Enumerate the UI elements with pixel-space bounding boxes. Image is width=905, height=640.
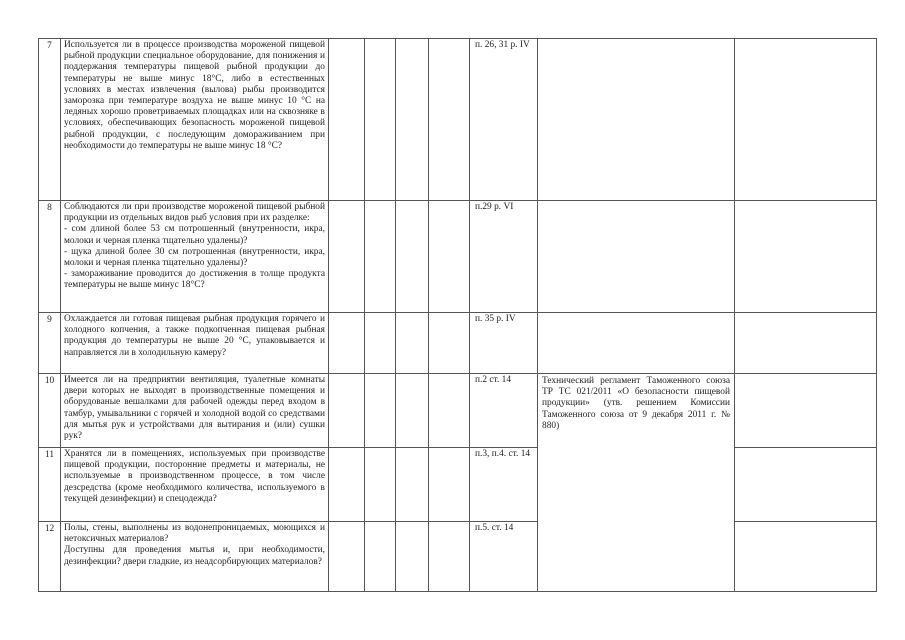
reference-cell: п.2 ст. 14 [470,374,538,448]
answer-cell[interactable] [396,201,429,313]
notes-cell[interactable] [735,374,877,448]
answer-cell[interactable] [329,201,365,313]
notes-cell[interactable] [735,448,877,522]
answer-cell[interactable] [396,39,429,201]
answer-cell[interactable] [396,522,429,592]
row-number: 9 [39,313,61,374]
requirements-table [38,38,877,592]
notes-cell[interactable] [735,201,877,313]
regulation-reference: Технический регламент Таможенного союза ТР ТС 021/2011 «О безопасности пищевой продукции» (утв. решением Комиссии Таможенного союза от 9 декабря 2011 г. № 880) [538,374,735,592]
answer-cell[interactable] [365,448,396,522]
question-text: Имеется ли на предприятии вентиляция, туалетные комнаты двери которых не выходят в производственные помещения и оборудованые вешалками для рабочей одежды перед входом в тамбур, умывальники с горячей и холодной водой со средствами для мытья рук и устройствами для вытирания и (или) сушки рук? [61,374,329,448]
table-row [39,39,877,201]
question-text: Используется ли в процессе производства мороженой пищевой рыбной продукции специальное оборудование, для понижения и поддержания температуры пищевой рыбной продукции до температуры не выше минус 18°С, либо в естественных условиях в местах извлечения (вылова) рыбы производится заморозка при температуре воздуха не выше минус 10 °С на ледяных хорошо проветриваемых площадках или на сквозняке в условиях, обеспечивающих безопасность мороженой пищевой рыбной продукции, с последующим домораживанием при необходимости до температуры не выше минус 18 °С? [61,39,329,201]
question-line: - сом длиной более 53 см потрошенный (внутренности, икра, молоки и черная пленка тщательно удалены)? [64,224,325,246]
table-row [39,522,877,592]
notes-cell[interactable] [735,313,877,374]
answer-cell[interactable] [329,39,365,201]
answer-cell[interactable] [365,522,396,592]
table-row [39,201,877,313]
reference-cell: п. 35 р. IV [470,313,538,374]
table-row [39,374,877,448]
regulation-cell [538,313,735,374]
question-line: - щука длиной более 30 см потрошенная (внутренности, икра, молоки и черная пленка тщательно удалены)? [64,246,325,269]
answer-cell[interactable] [329,522,365,592]
reference-cell: п.3, п.4. ст. 14 [470,448,538,522]
answer-cell[interactable] [396,313,429,374]
answer-cell[interactable] [396,448,429,522]
regulation-cell [538,39,735,201]
row-number: 12 [39,522,61,592]
answer-cell[interactable] [429,313,470,374]
table-row [39,448,877,522]
notes-cell[interactable] [735,39,877,201]
notes-cell[interactable] [735,522,877,592]
answer-cell[interactable] [329,374,365,448]
answer-cell[interactable] [329,448,365,522]
row-number: 10 [39,374,61,448]
question-line: Полы, стены, выполнены из водонепроницаемых, моющихся и нетоксичных материалов? [64,523,325,545]
question-line: - замораживание проводится до достижения в толще продукта температуры не выше минус 18°С? [64,269,325,291]
reference-cell: п. 26, 31 р. IV [470,39,538,201]
answer-cell[interactable] [365,39,396,201]
answer-cell[interactable] [365,313,396,374]
table-row [39,313,877,374]
question-line: Доступны для проведения мытья и, при необходимости, дезинфекции? двери гладкие, из неадсорбирующих материалов? [64,545,325,567]
regulation-cell [538,201,735,313]
question-line: Соблюдаются ли при производстве мороженой пищевой рыбной продукции из отдельных видов рыб условия при их разделке: [64,202,325,224]
answer-cell[interactable] [429,522,470,592]
answer-cell[interactable] [329,313,365,374]
question-text [61,522,329,592]
answer-cell[interactable] [429,201,470,313]
question-text: Хранятся ли в помещениях, используемых при производстве пищевой продукции, посторонние предметы и материалы, не используемые в производственном процессе, в том числе дезсредства (кроме необходимого количества, используемого в текущей дезинфекции) и спецодежда? [61,448,329,522]
answer-cell[interactable] [429,448,470,522]
reference-cell: п.29 р. VI [470,201,538,313]
row-number: 8 [39,201,61,313]
row-number: 11 [39,448,61,522]
answer-cell[interactable] [396,374,429,448]
answer-cell[interactable] [365,374,396,448]
answer-cell[interactable] [365,201,396,313]
answer-cell[interactable] [429,374,470,448]
answer-cell[interactable] [429,39,470,201]
question-text [61,201,329,313]
reference-cell: п.5. ст. 14 [470,522,538,592]
question-text: Охлаждается ли готовая пищевая рыбная продукция горячего и холодного копчения, а также подкопченная пищевая рыбная продукция до температуры не выше 20 °С, упаковывается и направляется ли в холодильную камеру? [61,313,329,374]
row-number: 7 [39,39,61,201]
